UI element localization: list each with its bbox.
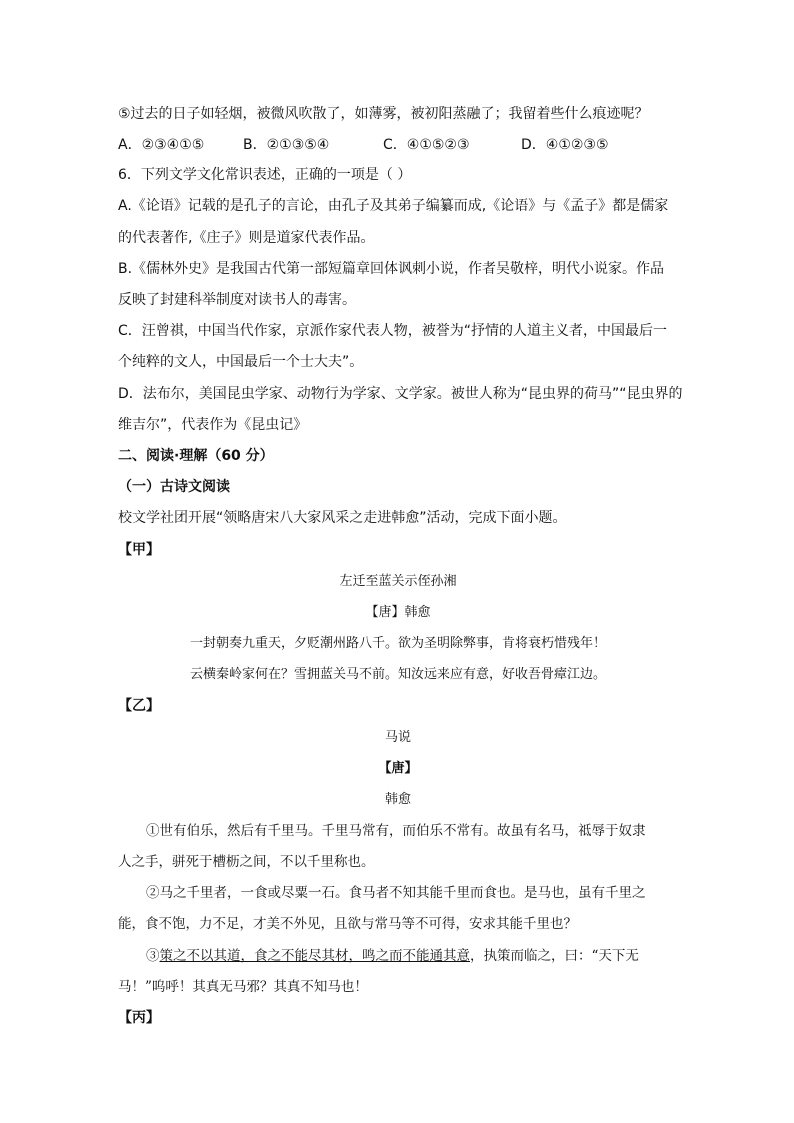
essay-paragraph-3-line2: 马！”呜呼！其真无马邪？其真不知马也！ — [118, 979, 368, 995]
paragraph-3-rest: ，执策而临之，曰：“天下无 — [470, 948, 639, 964]
essay-title: 马说 — [384, 730, 411, 745]
label-bing: 【丙】 — [118, 1010, 160, 1026]
essay-paragraph-1-line1: ①世有伯乐，然后有千里马。千里马常有，而伯乐不常有。故虽有名马，祗辱于奴隶 — [146, 823, 646, 839]
essay-dynasty: 【唐】 — [378, 761, 418, 776]
q6-option-c-line2: 个纯粹的文人，中国最后一个士大夫”。 — [118, 354, 364, 370]
q5-option-b: B．②①③⑤④ — [243, 137, 330, 153]
q6-stem: 6．下列文学文化常识表述，正确的一项是（ ） — [118, 167, 412, 183]
poem-line-2: 云横秦岭家何在？雪拥蓝关马不前。知汝远来应有意，好收吾骨瘴江边。 — [189, 667, 606, 682]
q6-option-d-line2: 维吉尔”，代表作为《昆虫记》 — [118, 417, 308, 433]
q5-option-d: D．④①②③⑤ — [521, 137, 609, 153]
q5-option-a: A．②③④①⑤ — [118, 137, 205, 153]
q6-option-a-line2: 的代表著作,《庄子》则是道家代表作品。 — [118, 230, 375, 246]
essay-author: 韩愈 — [384, 792, 411, 807]
q6-option-d-line1: D．法布尔，美国昆虫学家、动物行为学家、文学家。被世人称为“昆虫界的荷马”“昆虫界的 — [118, 386, 683, 402]
paragraph-3-number: ③ — [146, 948, 160, 964]
essay-paragraph-1-line2: 人之手，骈死于槽枥之间，不以千里称也。 — [118, 854, 375, 870]
q6-option-b-line1: B.《儒林外史》是我国古代第一部短篇章回体讽刺小说，作者吴敬梓，明代小说家。作品 — [118, 261, 665, 277]
essay-paragraph-2-line1: ②马之千里者，一食或尽粟一石。食马者不知其能千里而食也。是马也，虽有千里之 — [146, 885, 646, 901]
label-yi: 【乙】 — [118, 698, 160, 714]
essay-paragraph-2-line2: 能，食不饱，力不足，才美不外见，且欲与常马等不可得，安求其能千里也？ — [118, 916, 577, 932]
poem-title: 左迁至蓝关示侄孙湘 — [339, 574, 457, 589]
q5-item-5: ⑤过去的日子如轻烟，被微风吹散了，如薄雾，被初阳蒸融了；我留着些什么痕迹呢？ — [118, 106, 649, 122]
subsection-heading: （一）古诗文阅读 — [118, 479, 230, 495]
q6-option-b-line2: 反映了封建科举制度对读书人的毒害。 — [118, 292, 356, 308]
label-jia: 【甲】 — [118, 542, 160, 558]
q5-option-c: C．④①⑤②③ — [383, 137, 470, 153]
q6-option-c-line1: C．汪曾祺，中国当代作家，京派作家代表人物，被誉为“抒情的人道主义者，中国最后一 — [118, 323, 668, 339]
essay-paragraph-3-line1 — [146, 946, 678, 966]
poem-author: 【唐】韩愈 — [365, 605, 431, 620]
q6-option-a-line1: A.《论语》记载的是孔子的言论，由孔子及其弟子编纂而成,《论语》与《孟子》都是儒家 — [118, 198, 669, 214]
q5-options — [118, 135, 678, 155]
section-heading: 二、阅读·理解（60 分） — [118, 448, 274, 464]
underlined-sentence: 策之不以其道，食之不能尽其材，鸣之而不能通其意 — [159, 948, 470, 964]
poem-line-1: 一封朝奏九重天，夕贬潮州路八千。欲为圣明除弊事，肯将衰朽惜残年！ — [189, 636, 606, 651]
intro-text: 校文学社团开展“领略唐宋八大家风采之走进韩愈”活动，完成下面小题。 — [118, 510, 567, 526]
